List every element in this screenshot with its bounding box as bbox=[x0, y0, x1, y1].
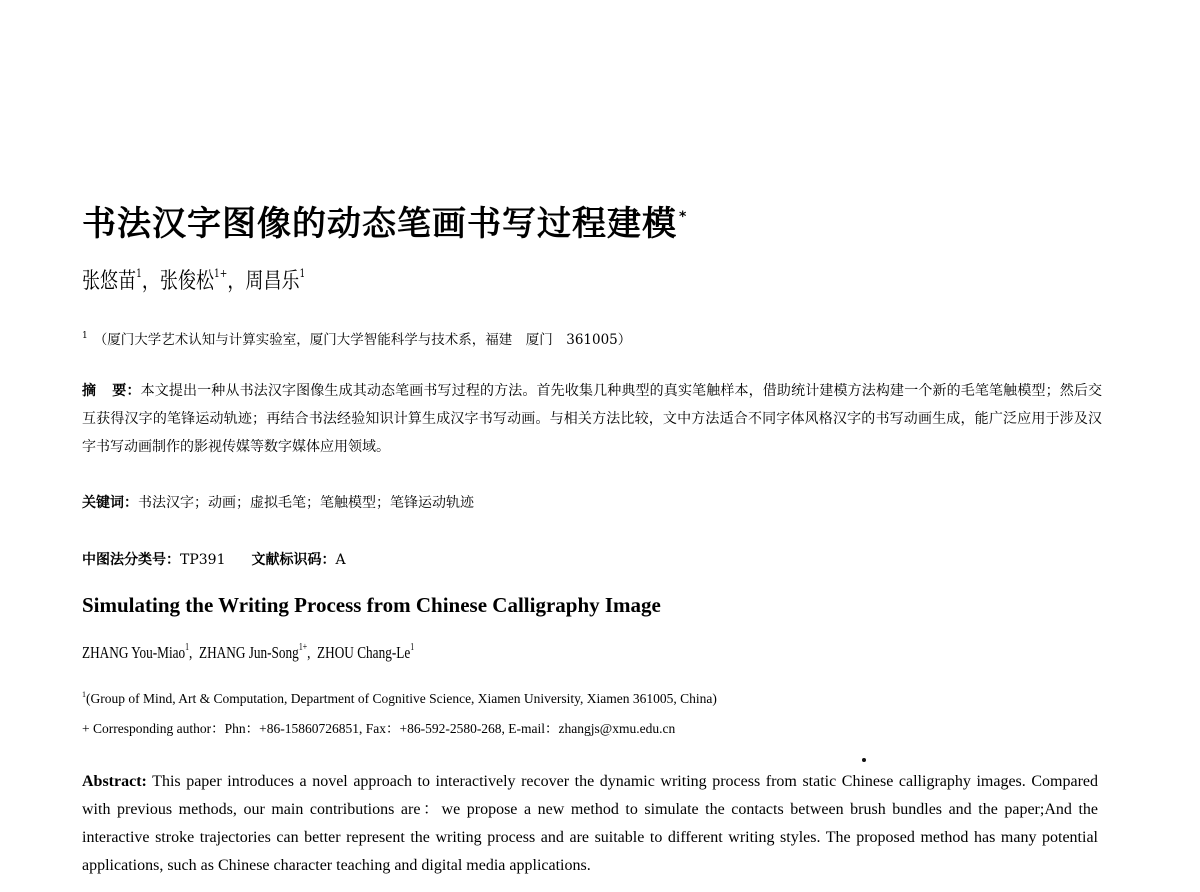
chinese-title-text: 书法汉字图像的动态笔画书写过程建模 bbox=[82, 204, 677, 244]
english-author-sup: 1 bbox=[410, 642, 415, 653]
chinese-authors bbox=[82, 264, 305, 295]
english-abstract bbox=[82, 768, 1098, 880]
abstract-label-part2: 要： bbox=[112, 383, 141, 399]
chinese-affiliation-text: （厦门大学艺术认知与计算实验室，厦门大学智能科学与技术系，福建 厦门 361005） bbox=[93, 332, 632, 348]
english-title: Simulating the Writing Process from Chinese Calligraphy Image bbox=[82, 593, 661, 617]
author-separator: , bbox=[189, 643, 193, 662]
english-author-sup: 1 bbox=[185, 642, 190, 653]
chinese-keywords bbox=[82, 492, 474, 512]
english-abstract-label: Abstract: bbox=[82, 773, 147, 790]
keywords-text: 书法汉字；动画；虚拟毛笔；笔触模型；笔锋运动轨迹 bbox=[138, 495, 474, 511]
chinese-author-name: 张悠苗 bbox=[82, 269, 137, 294]
author-separator: ， bbox=[141, 269, 160, 294]
author-separator: , bbox=[307, 643, 311, 662]
english-affiliation bbox=[82, 690, 717, 707]
scan-speck bbox=[862, 758, 866, 762]
abstract-label-part1: 摘 bbox=[82, 383, 97, 399]
english-affiliation-text: (Group of Mind, Art & Computation, Department of Cognitive Science, Xiamen University, Xiamen 361005, China) bbox=[86, 691, 717, 706]
chinese-author-name: 张俊松 bbox=[159, 269, 215, 294]
doc-code-value: A bbox=[335, 552, 346, 568]
english-author-name: ZHOU Chang-Le bbox=[317, 643, 411, 662]
class-label: 中图法分类号： bbox=[82, 552, 180, 568]
chinese-abstract bbox=[82, 377, 1102, 461]
author-separator: ， bbox=[227, 269, 246, 294]
title-footnote-mark: * bbox=[679, 209, 688, 225]
chinese-author-sup: 1 bbox=[299, 267, 306, 280]
chinese-abstract-text: 本文提出一种从书法汉字图像生成其动态笔画书写过程的方法。首先收集几种典型的真实笔触样本，借助统计建模方法构建一个新的毛笔笔触模型；然后交互获得汉字的笔锋运动轨迹；再结合书法经验知识计算生成汉字书写动画。与相关方法比较，文中方法适合不同字体风格汉字的书写动画生成，能广泛应用于涉及汉字书写动画制作的影视传媒等数字媒体应用领域。 bbox=[82, 383, 1103, 455]
class-value: TP391 bbox=[180, 552, 226, 568]
doc-code-label: 文献标识码： bbox=[251, 552, 336, 568]
corresponding-author: + Corresponding author：Phn：+86-15860726851, Fax：+86-592-2580-268, E-mail：zhangjs@xmu.edu.cn bbox=[82, 721, 676, 736]
english-author-name: ZHANG You-Miao bbox=[82, 643, 186, 662]
affiliation-sup: 1 bbox=[82, 331, 88, 341]
affiliation-sup: 1 bbox=[82, 690, 86, 699]
chinese-affiliation bbox=[82, 328, 631, 348]
chinese-abstract-label bbox=[82, 383, 141, 399]
classification-line bbox=[82, 549, 346, 569]
chinese-author-sup: 1+ bbox=[214, 267, 228, 280]
keywords-label: 关键词： bbox=[82, 495, 138, 511]
chinese-author-sup: 1 bbox=[136, 267, 142, 280]
english-author-sup: 1+ bbox=[298, 642, 308, 653]
chinese-title bbox=[82, 196, 687, 245]
english-abstract-text: This paper introduces a novel approach to interactively recover the dynamic writing process from static Chinese calligraphy images. Compared with previous methods, our main contributions are：we propose a new method to simulate the contacts between brush bundles and the paper;And the interactive stroke trajectories can better represent the writing process and are suitable to different writing styles. The proposed method has many potential applications, such as Chinese character teaching and digital media applications. bbox=[82, 773, 1099, 874]
english-authors bbox=[82, 642, 414, 663]
chinese-author-name: 周昌乐 bbox=[245, 269, 300, 294]
english-author-name: ZHANG Jun-Song bbox=[198, 643, 299, 662]
